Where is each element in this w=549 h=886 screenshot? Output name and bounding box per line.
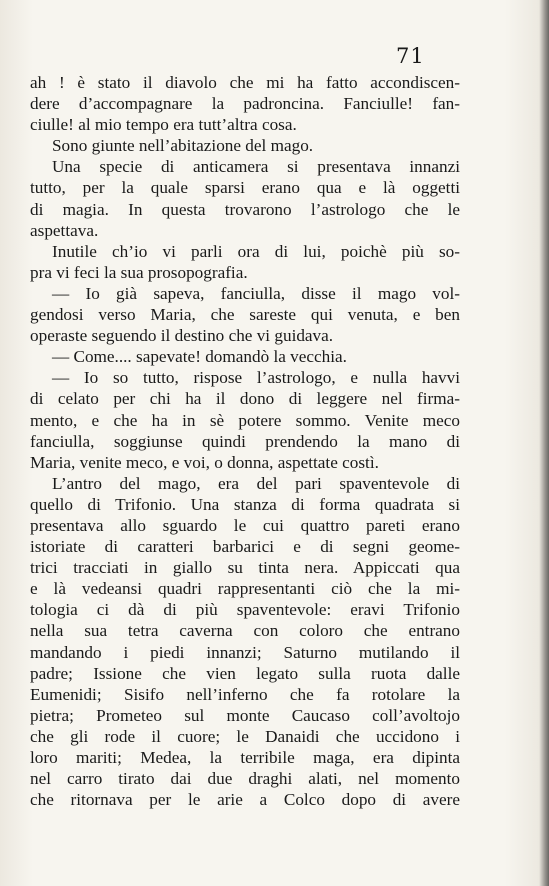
text-line: dere d’accompagnare la padroncina. Fanciulle! fan- bbox=[30, 94, 460, 114]
text-line: — Io già sapeva, fanciulla, disse il mago vol- bbox=[52, 283, 460, 303]
text-line: di magia. In questa trovarono l’astrologo che le bbox=[30, 199, 460, 219]
body-text bbox=[30, 72, 460, 810]
text-line: L’antro del mago, era del pari spaventevole di bbox=[52, 473, 460, 493]
text-line: nella sua tetra caverna con coloro che entrano bbox=[30, 621, 460, 641]
text-line: ah ! è stato il diavolo che mi ha fatto accondiscen- bbox=[30, 73, 460, 92]
text-line: istoriate di caratteri barbarici e di segni geome- bbox=[30, 537, 460, 557]
text-line: che gli rode il cuore; le Danaidi che uccidono i bbox=[30, 726, 460, 746]
text-line: pra vi feci la sua prosopografia. bbox=[30, 262, 248, 282]
text-line: padre; Issione che vien legato sulla ruota dalle bbox=[30, 663, 460, 683]
text-line: — Come.... sapevate! domandò la vecchia. bbox=[52, 347, 347, 367]
text-line: e là vedeansi quadri rappresentanti ciò che la mi- bbox=[30, 579, 460, 599]
text-line: che ritornava per le arie a Colco dopo di avere bbox=[30, 790, 460, 810]
text-line: di celato per chi ha il dono di leggere nel firma- bbox=[30, 389, 460, 409]
text-line: fanciulla, soggiunse quindi prendendo la mano di bbox=[30, 431, 460, 451]
text-line: tologia ci dà di più spaventevole: eravi Trifonio bbox=[30, 600, 460, 620]
text-line: pietra; Prometeo sul monte Caucaso coll’avoltojo bbox=[30, 705, 460, 725]
text-line: loro mariti; Medea, la terribile maga, era dipinta bbox=[30, 748, 460, 767]
text-line: Eumenidi; Sisifo nell’inferno che fa rotolare la bbox=[30, 684, 460, 704]
text-line: mento, e che ha in sè potere sommo. Venite meco bbox=[30, 410, 460, 430]
text-line: — Io so tutto, rispose l’astrologo, e nulla havvi bbox=[52, 368, 460, 388]
text-line: gendosi verso Maria, che sareste qui venuta, e ben bbox=[30, 305, 460, 325]
page-number: 71 bbox=[396, 44, 425, 68]
text-line: Inutile ch’io vi parli ora di lui, poichè più so- bbox=[52, 241, 460, 261]
text-line: Una specie di anticamera si presentava innanzi bbox=[52, 157, 460, 177]
text-line: Maria, venite meco, e voi, o donna, aspettate costì. bbox=[30, 452, 379, 472]
page-edge-shadow bbox=[539, 0, 549, 886]
text-line: presentava allo sguardo le cui quattro pareti erano bbox=[30, 515, 460, 535]
text-line: trici tracciati in giallo su tinta nera. Appiccati qua bbox=[30, 558, 460, 578]
text-line: tutto, per la quale sparsi erano qua e là oggetti bbox=[30, 178, 460, 198]
text-line: operaste seguendo il destino che vi guidava. bbox=[30, 326, 334, 346]
text-line: aspettava. bbox=[30, 220, 99, 240]
text-line: quello di Trifonio. Una stanza di forma quadrata si bbox=[30, 494, 460, 514]
text-line: mandando i piedi innanzi; Saturno mutilando il bbox=[30, 642, 460, 662]
text-line: Sono giunte nell’abitazione del mago. bbox=[52, 136, 314, 156]
text-line: ciulle! al mio tempo era tutt’altra cosa. bbox=[30, 115, 297, 135]
text-line: nel carro tirato dai due draghi alati, nel momento bbox=[30, 769, 460, 789]
